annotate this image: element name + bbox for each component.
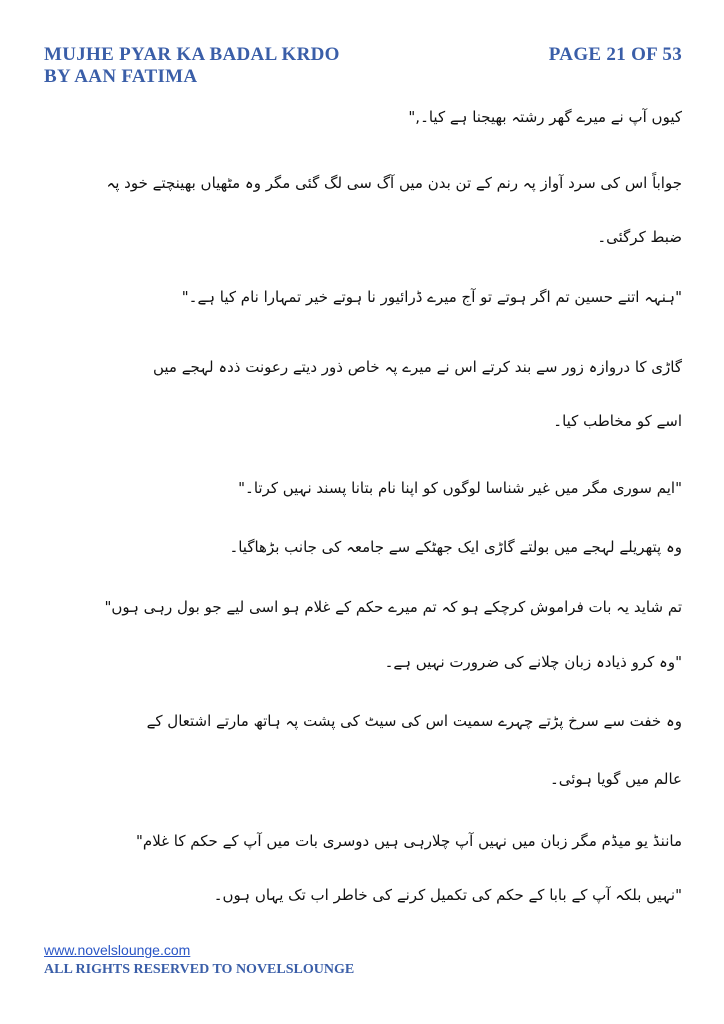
body-line: کیوں آپ نے میرے گھر رشتہ بھیجنا ہے کیا۔,": [408, 108, 682, 126]
body-line: وہ خفت سے سرخ پڑتے چہرے سمیت اس کی سیٹ کی پشت پہ ہاتھ مارتے اشتعال کے: [146, 712, 682, 730]
body-line: جواباً اس کی سرد آواز پہ رنم کے تن بدن میں آگ سی لگ گئی مگر وہ مٹھیاں بھینچتے خود پہ: [106, 174, 682, 192]
body-line: وہ پتھریلے لہجے میں بولتے گاڑی ایک جھٹکے سے جامعہ کی جانب بڑھاگیا۔: [229, 538, 682, 556]
body-line: ماننڈ یو میڈم مگر زبان میں نہیں آپ چلارہی ہیں دوسری بات میں آپ کے حکم کا غلام": [136, 832, 682, 850]
body-line: "ہنہہ اتنے حسین تم اگر ہوتے تو آج میرے ڈرائیور نا ہوتے خیر تمہارا نام کیا ہے۔": [181, 288, 682, 306]
body-line: "وہ کرو ذیادہ زبان چلانے کی ضرورت نہیں ہے۔: [384, 653, 682, 671]
body-line: تم شاید یہ بات فراموش کرچکے ہو کہ تم میرے حکم کے غلام ہو اسی لیے جو بول رہی ہوں": [104, 598, 682, 616]
rights-notice: ALL RIGHTS RESERVED TO NOVELSLOUNGE: [44, 962, 355, 977]
body-line: اسے کو مخاطب کیا۔: [553, 412, 682, 430]
page-indicator: PAGE 21 OF 53: [548, 44, 682, 65]
body-line: عالم میں گویا ہوئی۔: [550, 770, 682, 788]
body-line: گاڑی کا دروازہ زور سے بند کرتے اس نے میرے پہ خاص ذور دیتے رعونت ذدہ لہجے میں: [152, 358, 682, 376]
body-line: "نہیں بلکہ آپ کے بابا کے حکم کی تکمیل کرنے کی خاطر اب تک یہاں ہوں۔: [213, 886, 682, 904]
body-line: ضبط کرگئی۔: [597, 228, 682, 246]
novel-title: MUJHE PYAR KA BADAL KRDO: [44, 44, 340, 65]
website-link[interactable]: www.novelslounge.com: [44, 942, 191, 958]
body-line: "ایم سوری مگر میں غیر شناسا لوگوں کو اپنا نام بتانا پسند نہیں کرتا۔": [238, 479, 682, 497]
author-name: BY AAN FATIMA: [44, 66, 198, 87]
